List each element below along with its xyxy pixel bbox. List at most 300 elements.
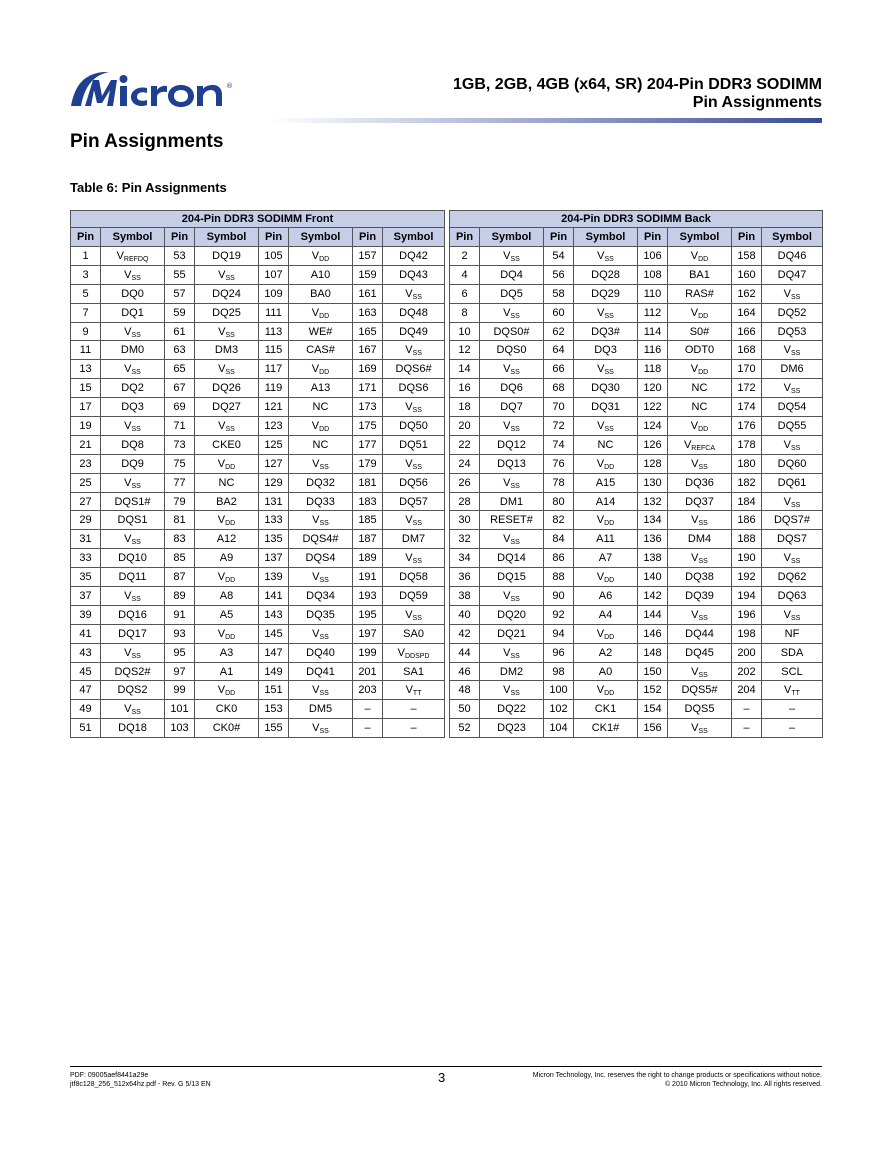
- symbol-text: DQ3#: [591, 325, 620, 338]
- pin-symbol: [480, 454, 544, 473]
- pin-symbol: [480, 511, 544, 530]
- pin-symbol: [480, 624, 544, 643]
- symbol-text: DQ52: [777, 306, 807, 319]
- pin-number: 199: [353, 643, 383, 662]
- symbol-text: NC: [312, 401, 329, 414]
- pin-symbol: [480, 379, 544, 398]
- pin-symbol: [762, 473, 823, 492]
- footer-pdf-id: PDF: 09005aef8441a29e: [70, 1072, 149, 1079]
- pin-symbol: [574, 700, 638, 719]
- pin-symbol: [195, 662, 259, 681]
- pin-symbol: [101, 530, 165, 549]
- document-title-line1: 1GB, 2GB, 4GB (x64, SR) 204-Pin DDR3 SODIMM: [453, 76, 822, 93]
- table-row: [450, 379, 823, 398]
- symbol-text: V: [691, 665, 699, 678]
- pin-number: 74: [544, 435, 574, 454]
- col-header-symbol: Symbol: [195, 228, 259, 247]
- symbol-text: DQ43: [399, 268, 428, 281]
- pin-symbol: [668, 568, 732, 587]
- pin-symbol: [762, 454, 823, 473]
- pin-symbol: [480, 341, 544, 360]
- symbol-text: CK1#: [591, 722, 620, 735]
- symbol-text: V: [124, 363, 132, 376]
- pin-number: 149: [259, 662, 289, 681]
- pin-symbol: [195, 681, 259, 700]
- pin-symbol: [668, 624, 732, 643]
- symbol-text: V: [116, 249, 124, 262]
- pin-number: 153: [259, 700, 289, 719]
- pin-number: 120: [638, 379, 668, 398]
- pin-number: 90: [544, 587, 574, 606]
- pin-symbol: [383, 435, 445, 454]
- pin-symbol: [101, 303, 165, 322]
- pin-symbol: [101, 587, 165, 606]
- pin-symbol: [762, 587, 823, 606]
- symbol-text: V: [124, 589, 132, 602]
- pin-number: 45: [71, 662, 101, 681]
- pin-number: 198: [732, 624, 762, 643]
- pin-number: 15: [71, 379, 101, 398]
- symbol-text: DQ60: [777, 457, 807, 470]
- pin-number: 6: [450, 284, 480, 303]
- table-row: [450, 587, 823, 606]
- symbol-subscript: TT: [412, 690, 422, 698]
- pin-number: 25: [71, 473, 101, 492]
- pin-symbol: [195, 265, 259, 284]
- symbol-text: V: [218, 363, 226, 376]
- table-row: [71, 303, 445, 322]
- pin-number: 3: [71, 265, 101, 284]
- pin-symbol: [574, 681, 638, 700]
- table-row: [71, 435, 445, 454]
- pin-symbol: [383, 530, 445, 549]
- table-row: [450, 360, 823, 379]
- pin-symbol: [668, 662, 732, 681]
- pin-symbol: [480, 568, 544, 587]
- pin-number: 173: [353, 398, 383, 417]
- pin-number: 176: [732, 417, 762, 436]
- pin-number: 110: [638, 284, 668, 303]
- pin-symbol: [668, 284, 732, 303]
- pin-number: 181: [353, 473, 383, 492]
- pin-symbol: [289, 454, 353, 473]
- pin-number: 93: [165, 624, 195, 643]
- col-header-symbol: Symbol: [480, 228, 544, 247]
- pin-symbol: [762, 398, 823, 417]
- pin-symbol: [668, 398, 732, 417]
- symbol-text: V: [217, 514, 226, 527]
- symbol-text: –: [788, 703, 796, 716]
- pin-symbol: [668, 454, 732, 473]
- pin-number: 53: [165, 247, 195, 266]
- symbol-text: DQ0: [121, 287, 144, 300]
- pin-number: 13: [71, 360, 101, 379]
- pin-symbol: [195, 247, 259, 266]
- pin-symbol: [101, 398, 165, 417]
- symbol-text: WE#: [308, 325, 333, 338]
- symbol-text: DQ38: [685, 571, 714, 584]
- pin-symbol: [101, 511, 165, 530]
- symbol-text: V: [397, 646, 405, 659]
- pin-symbol: [480, 719, 544, 738]
- symbol-text: V: [312, 514, 320, 527]
- col-header-symbol: Symbol: [101, 228, 165, 247]
- col-header-pin: Pin: [259, 228, 289, 247]
- symbol-text: DQ16: [118, 608, 147, 621]
- symbol-text: SCL: [781, 665, 803, 678]
- pin-number: 103: [165, 719, 195, 738]
- symbol-subscript: SS: [510, 652, 520, 660]
- symbol-text: DQ7: [500, 401, 523, 414]
- symbol-subscript: DD: [604, 577, 615, 585]
- pin-number: 32: [450, 530, 480, 549]
- pin-number: 91: [165, 605, 195, 624]
- pin-symbol: [762, 360, 823, 379]
- pin-symbol: [762, 492, 823, 511]
- pin-symbol: [762, 379, 823, 398]
- pin-number: 20: [450, 417, 480, 436]
- pin-number: 123: [259, 417, 289, 436]
- table-row: [450, 511, 823, 530]
- symbol-text: A15: [595, 476, 616, 489]
- symbol-subscript: SS: [412, 558, 422, 566]
- table-row: [71, 398, 445, 417]
- pin-symbol: [574, 473, 638, 492]
- pin-symbol: [668, 530, 732, 549]
- col-header-pin: Pin: [165, 228, 195, 247]
- pin-number: 145: [259, 624, 289, 643]
- symbol-text: V: [217, 457, 226, 470]
- pin-number: 101: [165, 700, 195, 719]
- symbol-text: DQ61: [777, 476, 807, 489]
- symbol-text: V: [783, 608, 791, 621]
- symbol-subscript: SS: [698, 558, 708, 566]
- pin-number: 48: [450, 681, 480, 700]
- symbol-text: DQ3: [121, 401, 144, 414]
- symbol-subscript: DD: [225, 633, 236, 641]
- pin-number: 188: [732, 530, 762, 549]
- footer-rights-notice: Micron Technology, Inc. reserves the right to change products or specifications without notice.: [532, 1072, 822, 1079]
- symbol-text: V: [597, 363, 605, 376]
- pin-symbol: [762, 511, 823, 530]
- symbol-text: DQ2: [121, 382, 144, 395]
- pin-symbol: [574, 568, 638, 587]
- pin-symbol: [574, 587, 638, 606]
- pin-symbol: [574, 605, 638, 624]
- pin-number: 21: [71, 435, 101, 454]
- symbol-text: V: [597, 306, 605, 319]
- symbol-text: DM6: [780, 363, 804, 376]
- pin-symbol: [668, 417, 732, 436]
- pin-number: 30: [450, 511, 480, 530]
- symbol-text: V: [218, 268, 226, 281]
- pin-symbol: [574, 454, 638, 473]
- pin-number: 34: [450, 549, 480, 568]
- symbol-text: DQ57: [399, 495, 428, 508]
- symbol-text: DQ15: [497, 571, 526, 584]
- pin-symbol: [668, 247, 732, 266]
- pin-symbol: [289, 511, 353, 530]
- pin-symbol: [101, 473, 165, 492]
- pin-symbol: [195, 322, 259, 341]
- pin-number: 17: [71, 398, 101, 417]
- symbol-text: V: [312, 457, 320, 470]
- pin-number: 127: [259, 454, 289, 473]
- symbol-subscript: SS: [604, 255, 614, 263]
- pin-symbol: [668, 492, 732, 511]
- symbol-text: DQ29: [591, 287, 620, 300]
- symbol-text: DM7: [401, 533, 426, 546]
- pin-number: 38: [450, 587, 480, 606]
- pin-symbol: [195, 341, 259, 360]
- table-row: [71, 473, 445, 492]
- pin-symbol: [383, 379, 445, 398]
- pin-symbol: [480, 322, 544, 341]
- pin-symbol: [101, 247, 165, 266]
- pin-number: 81: [165, 511, 195, 530]
- pin-symbol: [668, 322, 732, 341]
- pin-number: 202: [732, 662, 762, 681]
- pin-number: 148: [638, 643, 668, 662]
- pin-number: 114: [638, 322, 668, 341]
- symbol-text: V: [405, 401, 413, 414]
- table-row: [71, 247, 445, 266]
- symbol-text: DQ23: [497, 722, 526, 735]
- symbol-text: BA1: [689, 268, 710, 281]
- symbol-text: A12: [216, 533, 237, 546]
- pin-number: 107: [259, 265, 289, 284]
- pin-symbol: [574, 549, 638, 568]
- table-row: [450, 398, 823, 417]
- table-row: [450, 605, 823, 624]
- symbol-text: V: [503, 363, 511, 376]
- table-row: [71, 360, 445, 379]
- pin-number: 85: [165, 549, 195, 568]
- pin-number: 64: [544, 341, 574, 360]
- col-header-symbol: Symbol: [383, 228, 445, 247]
- pin-number: 168: [732, 341, 762, 360]
- pin-symbol: [195, 700, 259, 719]
- symbol-subscript: SS: [319, 577, 329, 585]
- symbol-text: CK0#: [212, 722, 241, 735]
- symbol-text: V: [311, 363, 320, 376]
- pin-number: 79: [165, 492, 195, 511]
- pin-symbol: [383, 511, 445, 530]
- pin-number: 183: [353, 492, 383, 511]
- pin-number: 143: [259, 605, 289, 624]
- pin-number: 117: [259, 360, 289, 379]
- symbol-text: V: [405, 552, 413, 565]
- symbol-text: A6: [598, 589, 613, 602]
- pin-number: 95: [165, 643, 195, 662]
- symbol-text: DQ26: [212, 382, 241, 395]
- back-table-body: [450, 247, 823, 738]
- pin-number: 60: [544, 303, 574, 322]
- pin-number: 138: [638, 549, 668, 568]
- symbol-text: CKE0: [212, 438, 241, 451]
- symbol-text: V: [124, 646, 132, 659]
- pin-number: 108: [638, 265, 668, 284]
- pin-number: 73: [165, 435, 195, 454]
- symbol-subscript: SS: [791, 293, 801, 301]
- table-row: [71, 549, 445, 568]
- pin-number: 179: [353, 454, 383, 473]
- symbol-text: DQS4: [305, 552, 336, 565]
- symbol-text: DQ12: [497, 438, 526, 451]
- pin-symbol: [762, 247, 823, 266]
- pin-symbol: [101, 360, 165, 379]
- symbol-subscript: SS: [412, 407, 422, 415]
- pin-number: 192: [732, 568, 762, 587]
- pin-symbol: [668, 379, 732, 398]
- symbol-subscript: SS: [510, 539, 520, 547]
- symbol-text: ODT0: [684, 344, 715, 357]
- pin-number: 106: [638, 247, 668, 266]
- pin-number: 141: [259, 587, 289, 606]
- symbol-subscript: SS: [131, 425, 141, 433]
- pin-number: 46: [450, 662, 480, 681]
- symbol-subscript: SS: [510, 255, 520, 263]
- symbol-text: V: [691, 552, 699, 565]
- pin-number: 76: [544, 454, 574, 473]
- symbol-text: RAS#: [685, 287, 714, 300]
- pin-symbol: [574, 435, 638, 454]
- pin-symbol: [480, 530, 544, 549]
- col-header-pin: Pin: [450, 228, 480, 247]
- symbol-text: DQ47: [777, 268, 807, 281]
- pin-symbol: [195, 284, 259, 303]
- table-row: [450, 643, 823, 662]
- pin-symbol: [195, 417, 259, 436]
- pin-number: 193: [353, 587, 383, 606]
- pin-number: 167: [353, 341, 383, 360]
- symbol-subscript: SS: [319, 463, 329, 471]
- symbol-text: A7: [598, 552, 613, 565]
- pin-number: 171: [353, 379, 383, 398]
- pin-symbol: [480, 473, 544, 492]
- pin-number: 159: [353, 265, 383, 284]
- symbol-text: CAS#: [306, 344, 335, 357]
- symbol-text: DQ32: [306, 476, 335, 489]
- pin-symbol: [574, 247, 638, 266]
- back-column-headers: [450, 228, 823, 247]
- symbol-subscript: DD: [225, 690, 236, 698]
- pin-number: 122: [638, 398, 668, 417]
- pin-number: 94: [544, 624, 574, 643]
- pin-symbol: [195, 398, 259, 417]
- pin-symbol: [383, 568, 445, 587]
- symbol-text: DQS1#: [114, 495, 151, 508]
- symbol-subscript: SS: [791, 501, 801, 509]
- pin-number: 86: [544, 549, 574, 568]
- symbol-subscript: SS: [412, 293, 422, 301]
- pin-number: 8: [450, 303, 480, 322]
- pin-number: 77: [165, 473, 195, 492]
- pin-symbol: [289, 303, 353, 322]
- symbol-subscript: DD: [698, 425, 709, 433]
- symbol-text: DQ49: [399, 325, 428, 338]
- table-row: [450, 265, 823, 284]
- table-row: [71, 605, 445, 624]
- symbol-text: DQ1: [121, 306, 144, 319]
- pin-number: 201: [353, 662, 383, 681]
- pin-number: 175: [353, 417, 383, 436]
- col-header-pin: Pin: [71, 228, 101, 247]
- pin-number: 132: [638, 492, 668, 511]
- pin-symbol: [289, 605, 353, 624]
- symbol-text: V: [596, 514, 605, 527]
- pin-number: 87: [165, 568, 195, 587]
- footer-copyright: © 2010 Micron Technology, Inc. All rights reserved.: [664, 1081, 822, 1088]
- pin-number: –: [732, 700, 762, 719]
- pin-number: 63: [165, 341, 195, 360]
- pin-symbol: [383, 247, 445, 266]
- table-row: [450, 473, 823, 492]
- symbol-text: V: [311, 306, 320, 319]
- pin-number: 163: [353, 303, 383, 322]
- col-header-pin: Pin: [544, 228, 574, 247]
- pin-symbol: [289, 284, 353, 303]
- symbol-text: DQ13: [497, 457, 526, 470]
- symbol-text: V: [596, 627, 605, 640]
- pin-number: 47: [71, 681, 101, 700]
- symbol-subscript: SS: [131, 274, 141, 282]
- pin-symbol: [574, 417, 638, 436]
- pin-number: 51: [71, 719, 101, 738]
- pin-number: 44: [450, 643, 480, 662]
- symbol-text: DQ55: [777, 419, 807, 432]
- symbol-text: V: [217, 627, 226, 640]
- pin-symbol: [289, 360, 353, 379]
- pin-number: 50: [450, 700, 480, 719]
- symbol-subscript: SS: [698, 614, 708, 622]
- pin-symbol: [101, 568, 165, 587]
- pin-symbol: [762, 719, 823, 738]
- symbol-subscript: DD: [698, 312, 709, 320]
- pin-symbol: [762, 681, 823, 700]
- pin-number: 191: [353, 568, 383, 587]
- symbol-text: DQ59: [399, 589, 428, 602]
- svg-text:®: ®: [226, 82, 233, 90]
- micron-logo: [69, 66, 244, 112]
- symbol-text: V: [217, 684, 226, 697]
- symbol-text: DQ28: [591, 268, 620, 281]
- pin-symbol: [101, 624, 165, 643]
- table-row: [450, 322, 823, 341]
- symbol-text: V: [503, 533, 511, 546]
- table-row: [71, 587, 445, 606]
- symbol-text: DQ41: [306, 665, 335, 678]
- pin-symbol: [289, 681, 353, 700]
- symbol-text: DQ25: [212, 306, 241, 319]
- symbol-text: DQ24: [212, 287, 241, 300]
- symbol-text: V: [596, 457, 605, 470]
- symbol-subscript: DD: [225, 577, 236, 585]
- pin-number: 18: [450, 398, 480, 417]
- pin-symbol: [195, 624, 259, 643]
- pin-number: 121: [259, 398, 289, 417]
- pin-symbol: [101, 643, 165, 662]
- symbol-subscript: SS: [412, 350, 422, 358]
- symbol-text: V: [783, 287, 791, 300]
- pin-symbol: [480, 417, 544, 436]
- footer-left: [70, 1071, 211, 1089]
- symbol-text: DQ6: [500, 382, 523, 395]
- table-row: [71, 379, 445, 398]
- pin-number: 186: [732, 511, 762, 530]
- symbol-text: V: [783, 382, 791, 395]
- symbol-text: V: [124, 325, 132, 338]
